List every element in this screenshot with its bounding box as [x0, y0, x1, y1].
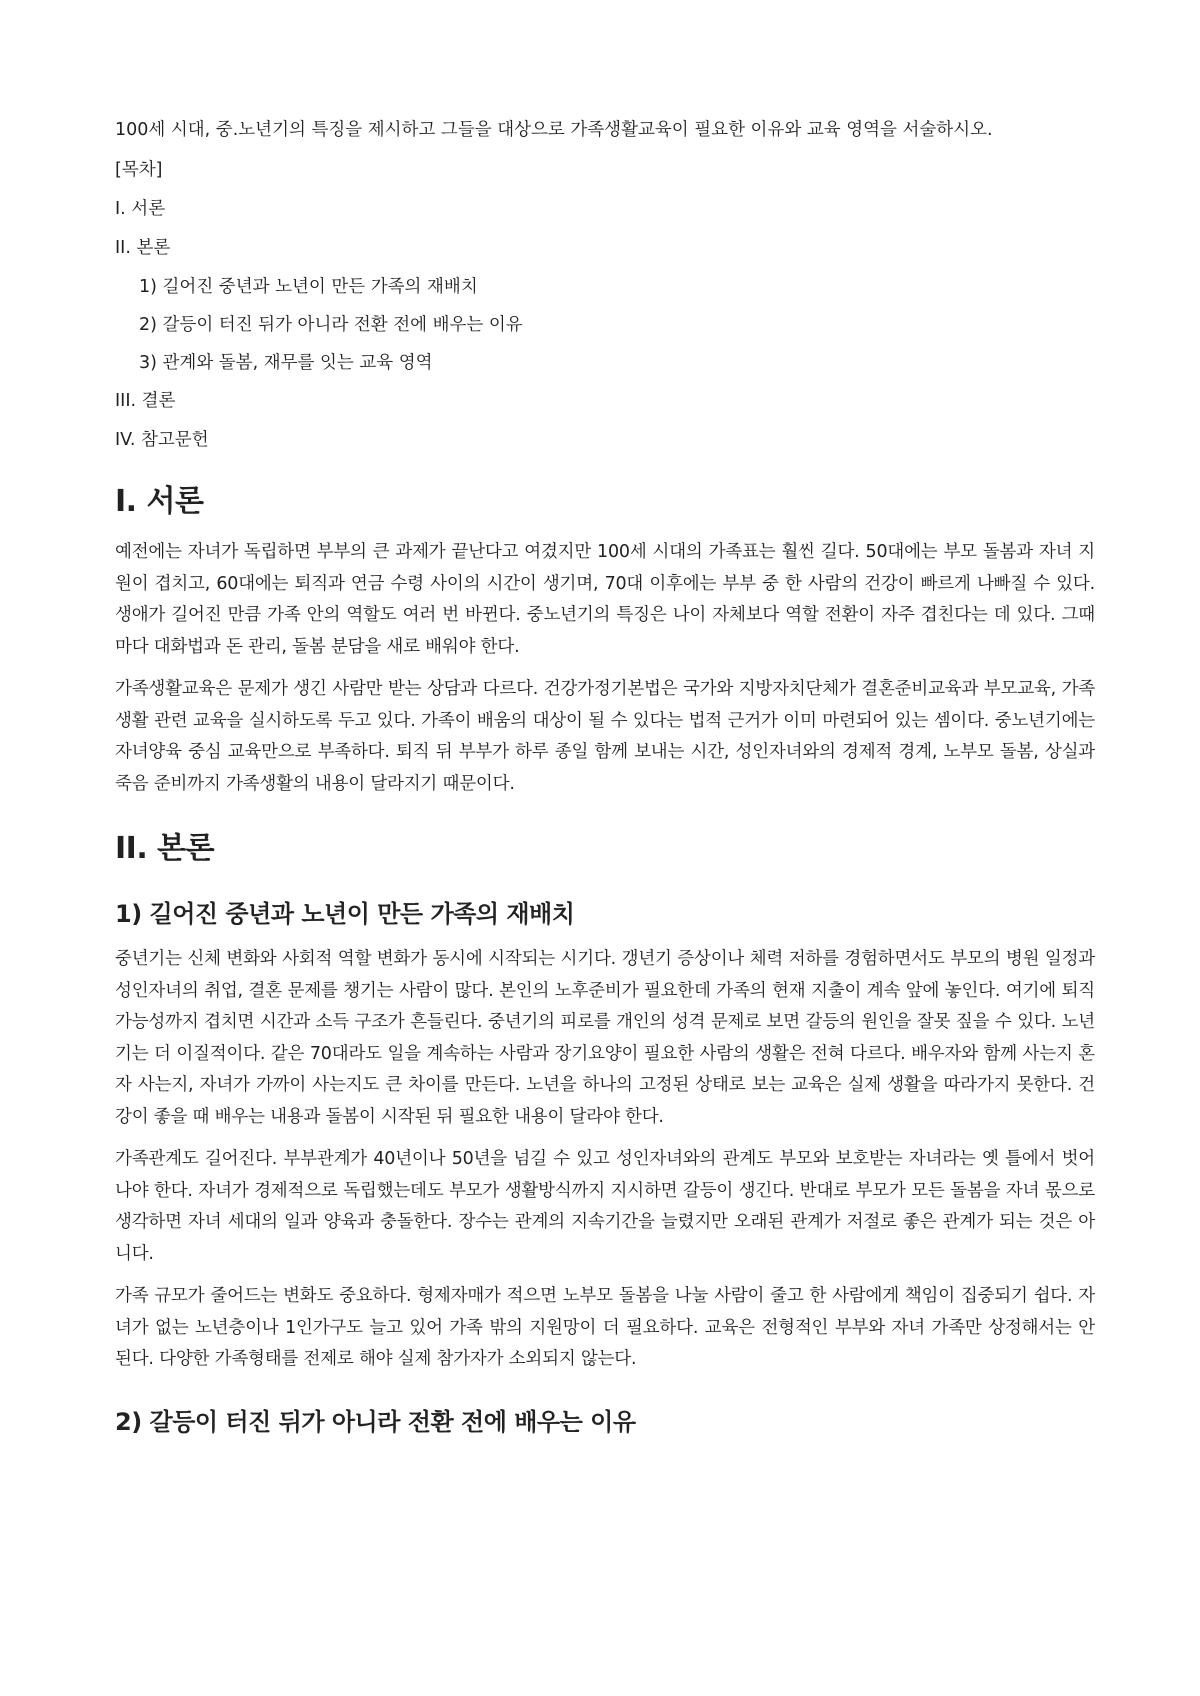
toc-item-intro: I. 서론 — [115, 199, 166, 219]
intro-paragraph: 예전에는 자녀가 독립하면 부부의 큰 과제가 끝난다고 여겼지만 100세 시대의 가족표는 훨씬 길다. 50대에는 부모 돌봄과 자녀 지원이 겹치고, 60대에는 퇴직과 연금 수령 사이의 시간이 생기며, 70대 이후에는 부부 중 한 사람의 건강이 빠르게 나빠질 수 있다. 생애가 길어진 만큼 가족 안의 역할도 여러 번 바뀐다. 중노년기의 특징은 나이 자체보다 역할 전환이 자주 겹친다는 데 있다. 그때마다 대화법과 돈 관리, 돌봄 분담을 새로 배워야 한다. — [115, 542, 1095, 657]
toc-item-body-3: 3) 관계와 돌봄, 재무를 잇는 교육 영역 — [139, 353, 433, 373]
toc-item-body-1: 1) 길어진 중년과 노년이 만든 가족의 재배치 — [139, 277, 478, 297]
document-page — [115, 117, 1095, 1452]
body-paragraph: 가족관계도 길어진다. 부부관계가 40년이나 50년을 넘길 수 있고 성인자녀와의 관계도 부모와 보호받는 자녀라는 옛 틀에서 벗어나야 한다. 자녀가 경제적으로 독립했는데도 부모가 생활방식까지 지시하면 갈등이 생긴다. 반대로 부모가 모든 돌봄을 자녀 몫으로 생각하면 자녀 세대의 일과 양육과 충돌한다. 장수는 관계의 지속기간을 늘렸지만 오래된 관계가 저절로 좋은 관계가 되는 것은 아니다. — [115, 1149, 1095, 1264]
toc-item-body-2: 2) 갈등이 터진 뒤가 아니라 전환 전에 배우는 이유 — [139, 315, 523, 335]
table-of-contents — [115, 157, 1095, 453]
toc-title: [목차] — [115, 160, 163, 180]
subsection-heading-1: 1) 길어진 중년과 노년이 만든 가족의 재배치 — [115, 900, 575, 928]
essay-question: 100세 시대, 중.노년기의 특징을 제시하고 그들을 대상으로 가족생활교육이 필요한 이유와 교육 영역을 서술하시오. — [115, 120, 993, 140]
intro-paragraph: 가족생활교육은 문제가 생긴 사람만 받는 상담과 다르다. 건강가정기본법은 국가와 지방자치단체가 결혼준비교육과 부모교육, 가족생활 관련 교육을 실시하도록 두고 있다. 가족이 배움의 대상이 될 수 있다는 법적 근거가 이미 마련되어 있는 셈이다. 중노년기에는 자녀양육 중심 교육만으로 부족하다. 퇴직 뒤 부부가 하루 종일 함께 보내는 시간, 성인자녀와의 경제적 경계, 노부모 돌봄, 상실과 죽음 준비까지 가족생활의 내용이 달라지기 때문이다. — [115, 679, 1095, 794]
toc-item-body: II. 본론 — [115, 238, 171, 258]
body-paragraph: 가족 규모가 줄어드는 변화도 중요하다. 형제자매가 적으면 노부모 돌봄을 나눌 사람이 줄고 한 사람에게 책임이 집중되기 쉽다. 자녀가 없는 노년층이나 1인가구도 늘고 있어 가족 밖의 지원망이 더 필요하다. 교육은 전형적인 부부와 자녀 가족만 상정해서는 안 된다. 다양한 가족형태를 전제로 해야 실제 참가자가 소외되지 않는다. — [115, 1286, 1095, 1369]
section-heading-body: II. 본론 — [115, 831, 215, 866]
body-paragraph: 중년기는 신체 변화와 사회적 역할 변화가 동시에 시작되는 시기다. 갱년기 증상이나 체력 저하를 경험하면서도 부모의 병원 일정과 성인자녀의 취업, 결혼 문제를 챙기는 사람이 많다. 본인의 노후준비가 필요한데 가족의 현재 지출이 계속 앞에 놓인다. 여기에 퇴직 가능성까지 겹치면 시간과 소득 구조가 흔들린다. 중년기의 피로를 개인의 성격 문제로 보면 갈등의 원인을 잘못 짚을 수 있다. 노년기는 더 이질적이다. 같은 70대라도 일을 계속하는 사람과 장기요양이 필요한 사람의 생활은 전혀 다르다. 배우자와 함께 사는지 혼자 사는지, 자녀가 가까이 사는지도 큰 차이를 만든다. 노년을 하나의 고정된 상태로 보는 교육은 실제 생활을 따라가지 못한다. 건강이 좋을 때 배우는 내용과 돌봄이 시작된 뒤 필요한 내용이 달라야 한다. — [115, 949, 1095, 1127]
toc-item-conclusion: III. 결론 — [115, 391, 176, 411]
subsection-heading-2: 2) 갈등이 터진 뒤가 아니라 전환 전에 배우는 이유 — [115, 1407, 636, 1436]
toc-item-references: IV. 참고문헌 — [115, 430, 209, 450]
section-heading-intro: I. 서론 — [115, 484, 204, 519]
